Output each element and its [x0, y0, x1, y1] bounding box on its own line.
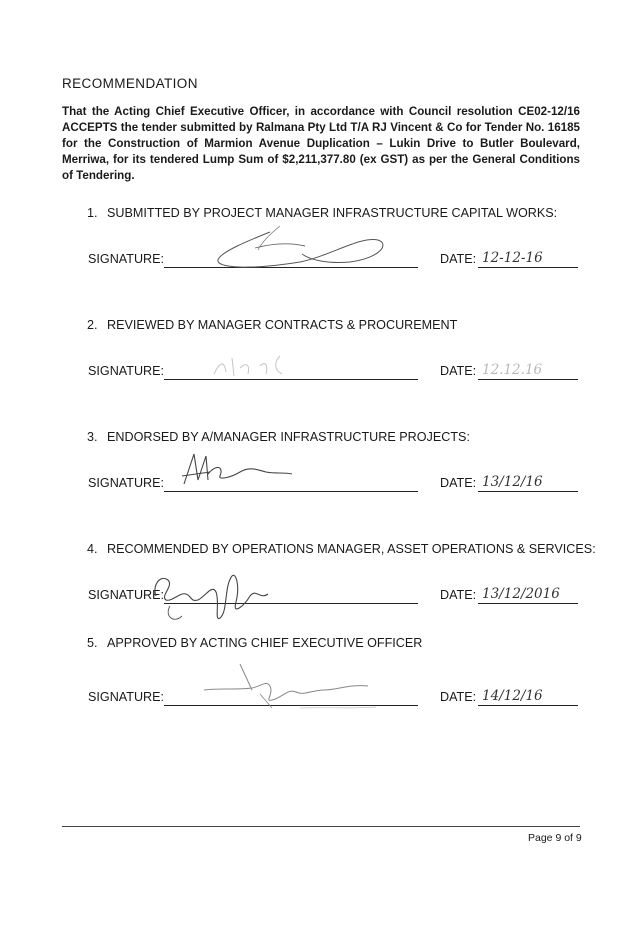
step-3-caption [87, 430, 470, 444]
date-label: DATE: [440, 252, 477, 266]
signature-label: SIGNATURE: [88, 364, 165, 378]
date-value: 14/12/16 [482, 688, 543, 704]
step-number: 5. [87, 636, 98, 650]
step-text: RECOMMENDED BY OPERATIONS MANAGER, ASSET OPERATIONS & SERVICES: [107, 542, 596, 556]
step-text: APPROVED BY ACTING CHIEF EXECUTIVE OFFICER [107, 636, 423, 650]
footer-rule [62, 826, 580, 827]
signature-4-image [140, 566, 290, 628]
step-5-caption [87, 636, 422, 650]
page-number: Page 9 of 9 [528, 832, 582, 844]
date-value: 13/12/16 [482, 474, 543, 490]
signature-2-image [210, 352, 300, 380]
signature-label: SIGNATURE: [88, 690, 165, 704]
step-text: SUBMITTED BY PROJECT MANAGER INFRASTRUCTURE CAPITAL WORKS: [107, 206, 558, 220]
date-line [478, 379, 578, 380]
signature-label: SIGNATURE: [88, 476, 165, 490]
recommendation-paragraph: That the Acting Chief Executive Officer, in accordance with Council resolution CE02-12/16 ACCEPTS the tender submitted by Ralmana Pty Ltd T/A RJ Vincent & Co for Tender No. 16185 for the Construction of Marmion Avenue Duplication – Lukin Drive to Butler Boulevard, Merriwa, for its tendered Lump Sum of $2,211,377.80 (ex GST) as per the General Conditions of Tendering. [62, 105, 580, 182]
step-2-caption [87, 318, 457, 332]
step-4-caption [87, 542, 596, 556]
signature-label: SIGNATURE: [88, 588, 165, 602]
date-label: DATE: [440, 690, 477, 704]
date-line [478, 705, 578, 706]
step-number: 1. [87, 206, 98, 220]
date-value: 12.12.16 [482, 362, 543, 378]
signature-label: SIGNATURE: [88, 252, 165, 266]
date-line [478, 603, 578, 604]
date-value: 13/12/2016 [482, 586, 560, 602]
step-text: REVIEWED BY MANAGER CONTRACTS & PROCUREMENT [107, 318, 458, 332]
signature-5-image [200, 660, 380, 712]
date-label: DATE: [440, 476, 477, 490]
step-text: ENDORSED BY A/MANAGER INFRASTRUCTURE PROJECTS: [107, 430, 470, 444]
date-line [478, 491, 578, 492]
date-label: DATE: [440, 588, 477, 602]
step-3-signature-row [88, 472, 580, 492]
date-line [478, 267, 578, 268]
date-label: DATE: [440, 364, 477, 378]
signature-3-image [180, 450, 320, 490]
date-value: 12-12-16 [482, 250, 543, 266]
section-heading: RECOMMENDATION [62, 76, 198, 91]
step-2-signature-row [88, 360, 580, 380]
step-number: 3. [87, 430, 98, 444]
step-number: 2. [87, 318, 98, 332]
signature-1-image [210, 222, 400, 274]
step-number: 4. [87, 542, 98, 556]
signature-line [164, 491, 418, 492]
step-1-caption [87, 206, 557, 220]
